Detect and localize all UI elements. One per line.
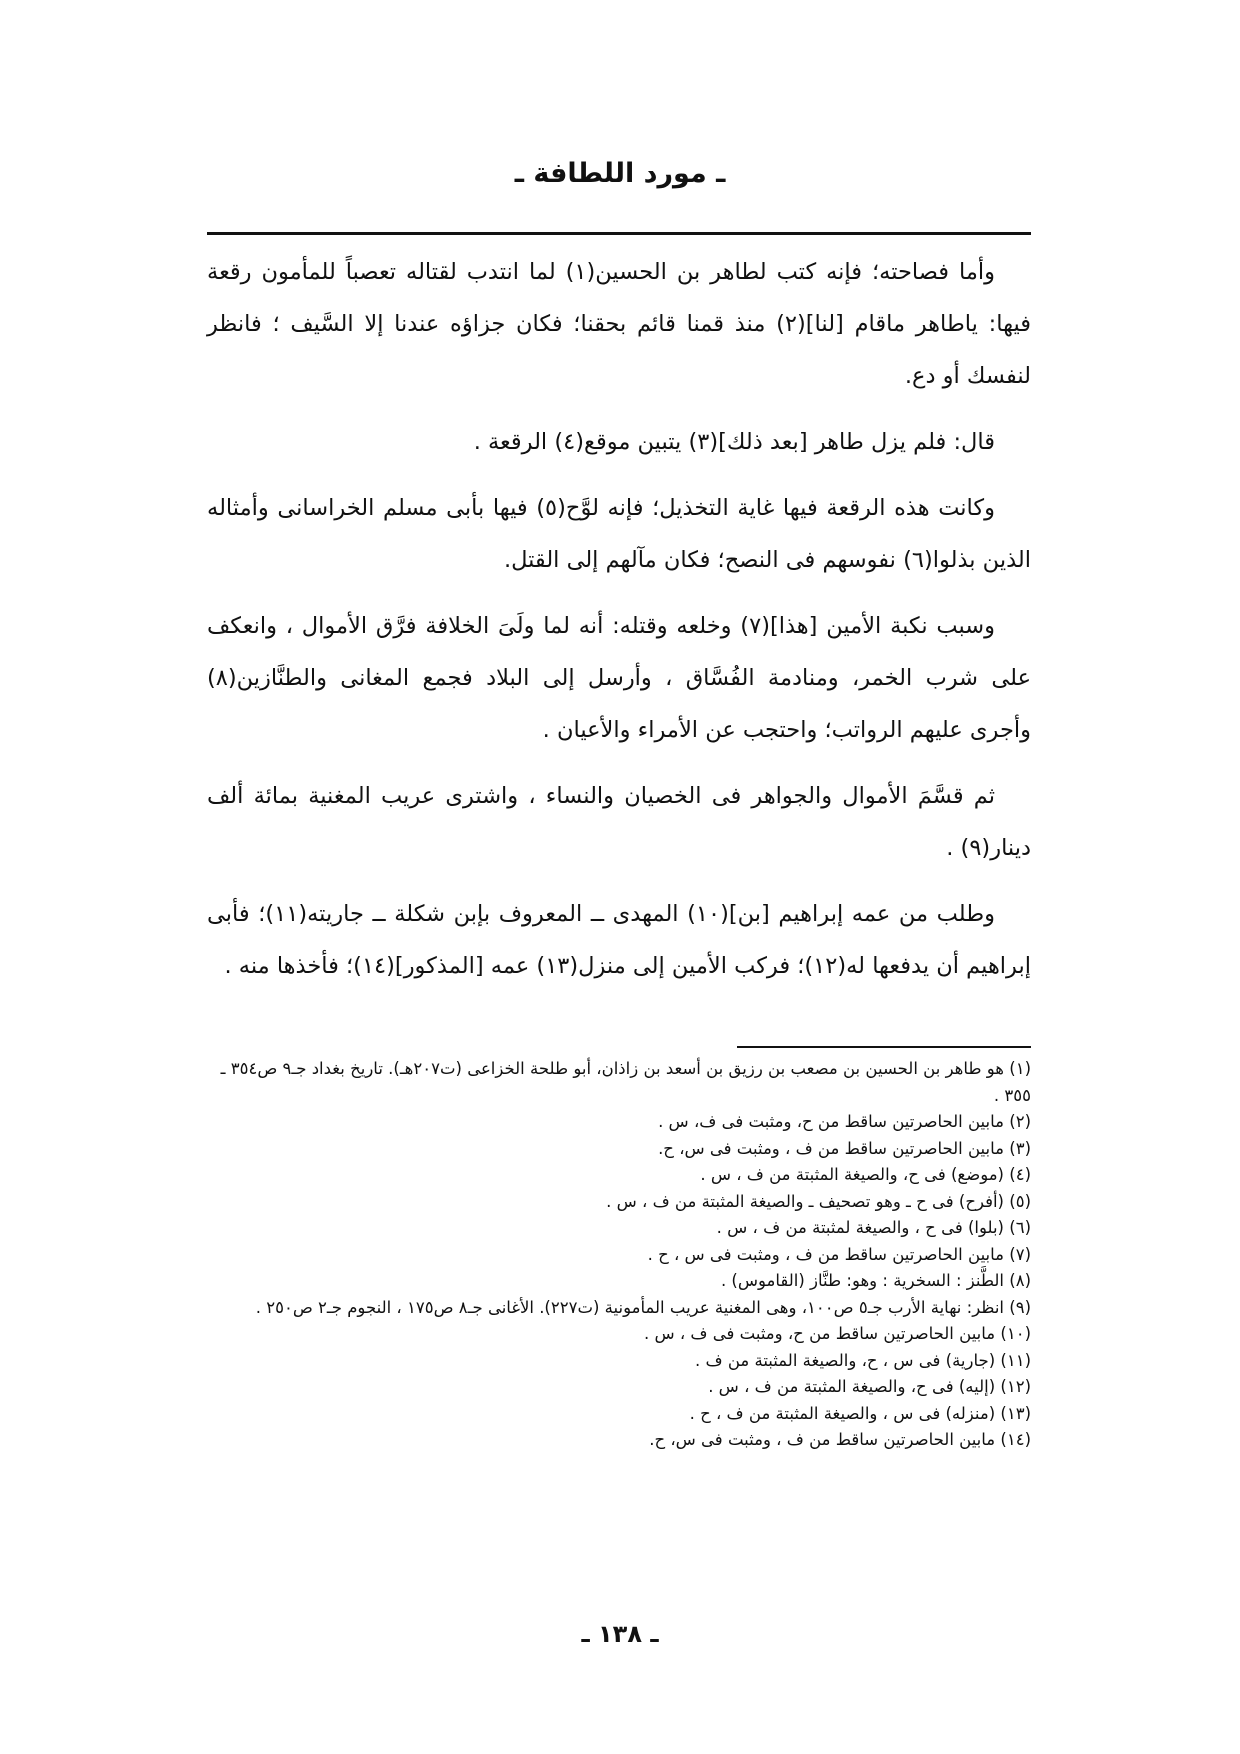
footnote: (٣) مابين الحاصرتين ساقط من ف ، ومثبت فى س، ح. xyxy=(658,1138,1031,1158)
footnotes xyxy=(207,1056,1031,1454)
footnote: (١٣) (منزله) فى س ، والصيغة المثبتة من ف ، ح . xyxy=(689,1403,1031,1423)
footnote-divider xyxy=(737,1046,1031,1048)
page-number: ـ ١٣٨ ـ xyxy=(581,1620,659,1648)
footnote: (١١) (جارية) فى س ، ح، والصيغة المثبتة من ف . xyxy=(694,1350,1031,1370)
paragraph: وكانت هذه الرقعة فيها غاية التخذيل؛ فإنه لوَّح(٥) فيها بأبى مسلم الخراسانى وأمثاله الذين بذلوا(٦) نفوسهم فى النصح؛ فكان مآلهم إلى القتل. xyxy=(207,495,1031,573)
footnote: (٦) (بلوا) فى ح ، والصيغة لمثبتة من ف ، س . xyxy=(716,1218,1031,1237)
footnote: (١٢) (إليه) فى ح، والصيغة المثبتة من ف ، س . xyxy=(708,1377,1031,1396)
footnote: (١) هو طاهر بن الحسين بن مصعب بن رزيق بن أسعد بن زاذان، أبو طلحة الخزاعى (ت٢٠٧هـ). تاريخ بغداد جـ٩ ص٣٥٤ ـ ٣٥٥ . xyxy=(220,1059,1031,1105)
footnote: (٧) مابين الحاصرتين ساقط من ف ، ومثبت فى س ، ح . xyxy=(647,1244,1031,1264)
paragraph: وطلب من عمه إبراهيم [بن](١٠) المهدى ــ المعروف بإبن شكلة ــ جاريته(١١)؛ فأبى إبراهيم أن يدفعها له(١٢)؛ فركب الأمين إلى منزل(١٣) عمه [المذكور](١٤)؛ فأخذها منه . xyxy=(207,901,1031,979)
paragraph: ثم قسَّمَ الأموال والجواهر فى الخصيان والنساء ، واشترى عريب المغنية بمائة ألف دينار(٩) . xyxy=(207,783,1031,861)
footnote: (٢) مابين الحاصرتين ساقط من ح، ومثبت فى ف، س . xyxy=(658,1112,1031,1131)
paragraph: وسبب نكبة الأمين [هذا](٧) وخلعه وقتله: أنه لما ولَىَ الخلافة فرَّق الأموال ، وانعكف على شرب الخمر، ومنادمة الفُسَّاق ، وأرسل إلى البلاد فجمع المغانى والطنَّازين(٨) وأجرى عليهم الرواتب؛ واحتجب عن الأمراء والأعيان . xyxy=(207,613,1031,743)
footnote: (٤) (موضع) فى ح، والصيغة المثبتة من ف ، س . xyxy=(700,1165,1031,1184)
footnote: (١٠) مابين الحاصرتين ساقط من ح، ومثبت فى ف ، س . xyxy=(643,1324,1031,1343)
footnote: (١٤) مابين الحاصرتين ساقط من ف ، ومثبت فى س، ح. xyxy=(649,1430,1031,1449)
footnote: (٥) (أفرح) فى ح ـ وهو تصحيف ـ والصيغة المثبتة من ف ، س . xyxy=(606,1191,1031,1211)
paragraph: قال: فلم يزل طاهر [بعد ذلك](٣) يتبين موقع(٤) الرقعة . xyxy=(473,429,995,455)
paragraph: وأما فصاحته؛ فإنه كتب لطاهر بن الحسين(١) لما انتدب لقتاله تعصباً للمأمون رقعة فيها: ياطاهر ماقام [لنا](٢) منذ قمنا قائم بحقنا؛ فكان جزاؤه عندنا إلا السَّيف ؛ فانظر لنفسك أو دع. xyxy=(207,259,1031,389)
running-header: ـ مورد اللطافة ـ xyxy=(514,158,726,189)
header-divider xyxy=(207,232,1031,235)
main-text xyxy=(207,246,1031,1006)
footnote: (٩) انظر: نهاية الأرب جـ٥ ص١٠٠، وهى المغنية عريب المأمونية (ت٢٢٧). الأغانى جـ٨ ص١٧٥ ، النجوم جـ٢ ص٢٥٠ . xyxy=(255,1297,1031,1317)
footnote: (٨) الطَّنز : السخرية : وهو: طنَّاز (القاموس) . xyxy=(720,1271,1031,1290)
